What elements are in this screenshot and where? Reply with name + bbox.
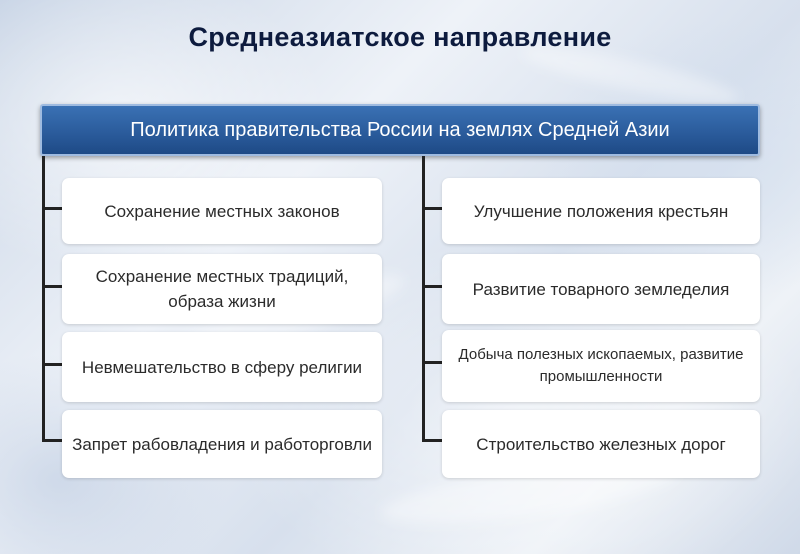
connector-right-2: [422, 210, 442, 288]
right-item-label: Строительство железных дорог: [476, 434, 726, 454]
left-item-local-laws: [62, 178, 382, 244]
right-item-label: Улучшение положения крестьян: [473, 201, 729, 221]
connector-left-1: [42, 156, 62, 210]
left-item-label: Невмешательство в сферу религии: [81, 357, 363, 377]
left-item-slavery-ban: [62, 410, 382, 478]
right-item-agriculture: [442, 254, 760, 324]
left-item-label: Сохранение местных традиций, образа жизни: [95, 267, 349, 311]
right-item-label: Добыча полезных ископаемых, развитие промышленности: [458, 346, 744, 385]
connector-left-2: [42, 210, 62, 288]
left-item-label: Сохранение местных законов: [104, 201, 340, 221]
left-item-label: Запрет рабовладения и работорговли: [72, 434, 372, 454]
connector-right-1: [422, 156, 442, 210]
left-item-religion: [62, 332, 382, 402]
left-item-local-traditions: [62, 254, 382, 324]
right-item-label: Развитие товарного земледелия: [472, 279, 730, 299]
right-item-railways: [442, 410, 760, 478]
page-title: Среднеазиатское направление: [188, 22, 612, 52]
policy-banner: Политика правительства России на землях Средней Азии: [40, 104, 760, 156]
right-item-mining-industry: [442, 330, 760, 402]
connector-left-4: [42, 366, 62, 442]
connector-right-4: [422, 364, 442, 442]
connector-right-3: [422, 288, 442, 364]
right-item-peasants: [442, 178, 760, 244]
connector-left-3: [42, 288, 62, 366]
